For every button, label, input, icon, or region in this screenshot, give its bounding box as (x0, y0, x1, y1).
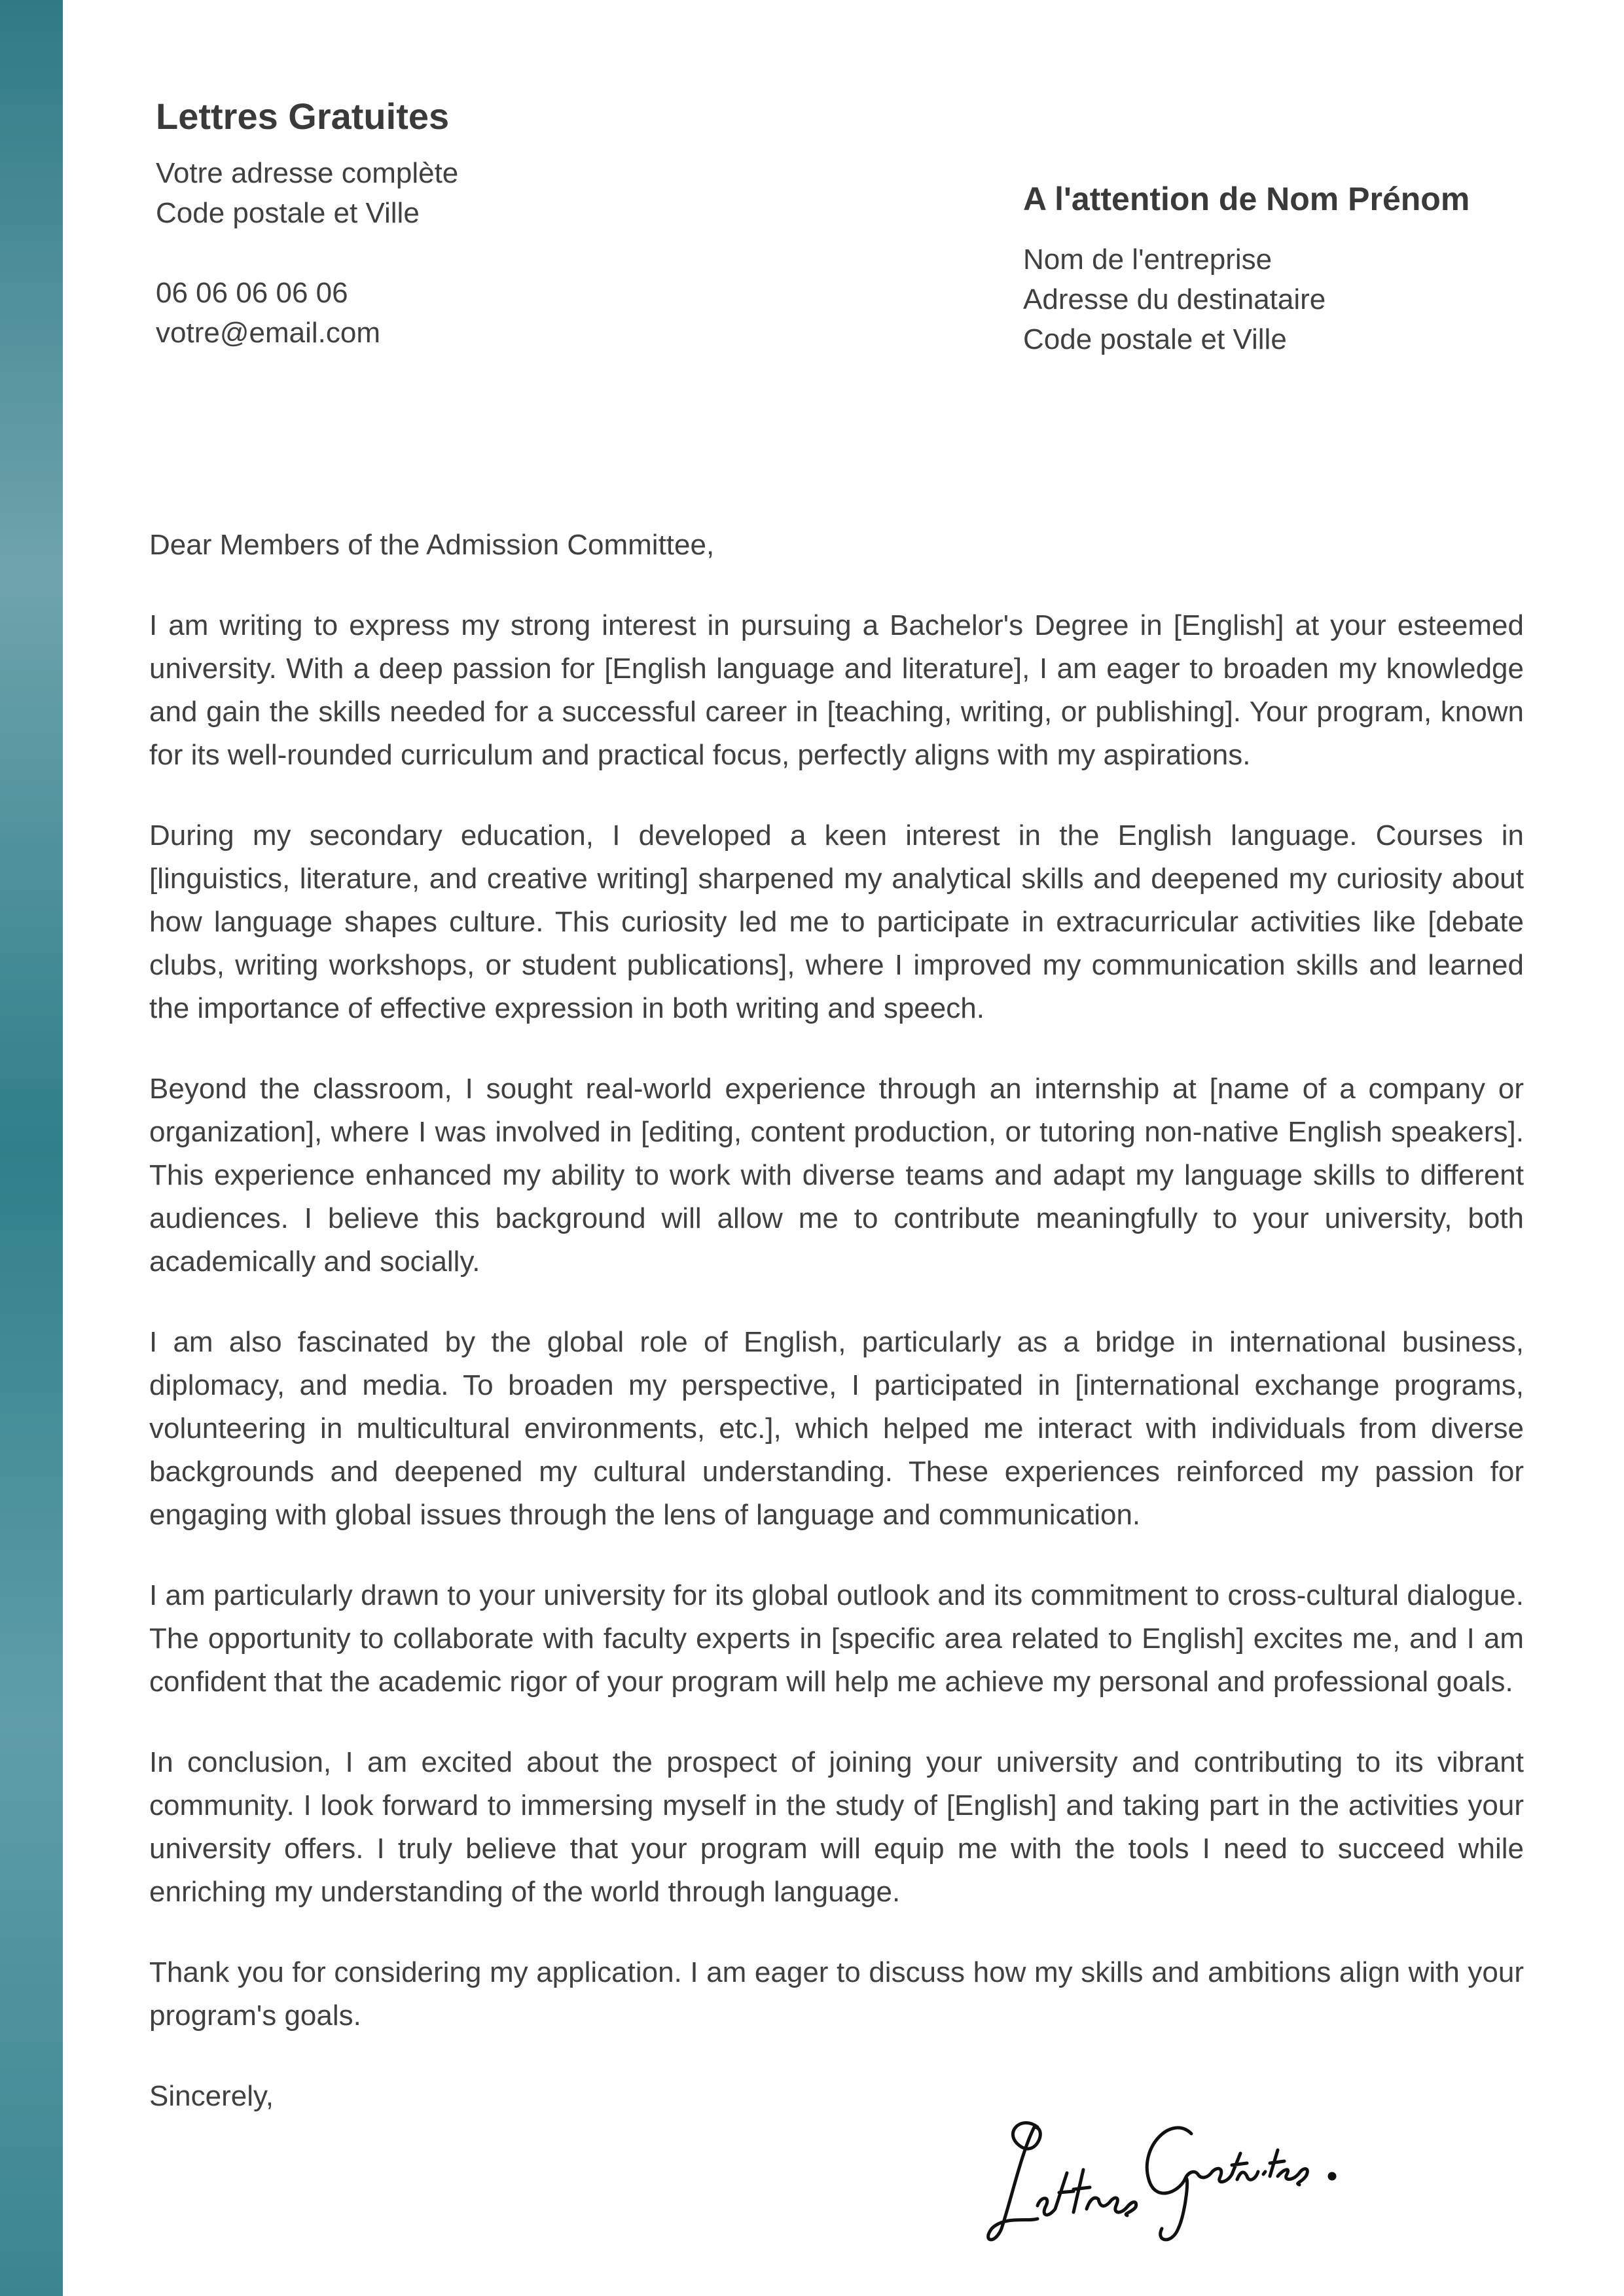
sender-address-line1: Votre adresse complète (156, 157, 459, 189)
recipient-address: Adresse du destinataire (1023, 283, 1326, 315)
recipient-city: Code postale et Ville (1023, 323, 1287, 355)
recipient-title: A l'attention de Nom Prénom (1023, 181, 1470, 217)
paragraph-3: Beyond the classroom, I sought real-world experience through an internship at [name of a company or organization], where I was involved in [editing, content production, or tutoring non-native English speakers]. This experience enhanced my ability to work with diverse teams and adapt my language skills to different audiences. I believe this background will allow me to contribute meaningfully to your university, both academically and socially. (149, 1073, 1524, 1278)
paragraph-7: Thank you for considering my application. I am eager to discuss how my skills and ambitions align with your program's goals. (149, 1956, 1524, 2032)
sender-address-line2: Code postale et Ville (156, 197, 420, 229)
sender-name: Lettres Gratuites (156, 96, 450, 137)
sender-email: votre@email.com (156, 317, 380, 349)
paragraph-1: I am writing to express my strong interest in pursuing a Bachelor's Degree in [English] at your esteemed university. With a deep passion for [English language and literature], I am eager to broaden my knowledge and gain the skills needed for a successful career in [teaching, writing, or publishing]. Your program, known for its well-rounded curriculum and practical focus, perfectly aligns with my aspirations. (149, 609, 1524, 771)
handwritten-signature (975, 2088, 1368, 2258)
paragraph-4: I am also fascinated by the global role of English, particularly as a bridge in international business, diplomacy, and media. To broaden my perspective, I participated in [international exchange programs, volunteering in multicultural environments, etc.], which helped me interact with individuals from diverse backgrounds and deepened my cultural understanding. These experiences reinforced my passion for engaging with global issues through the lens of language and communication. (149, 1326, 1524, 1531)
salutation: Dear Members of the Admission Committee, (149, 529, 715, 561)
closing: Sincerely, (149, 2080, 274, 2112)
recipient-company: Nom de l'entreprise (1023, 243, 1272, 276)
sender-block (156, 92, 745, 353)
paragraph-2: During my secondary education, I developed a keen interest in the English language. Courses in [linguistics, literature, and creative writing] sharpened my analytical skills and deepened my curiosity about how language shapes culture. This curiosity led me to participate in extracurricular activities like [debate clubs, writing workshops, or student publications], where I improved my communication skills and learned the importance of effective expression in both writing and speech. (149, 819, 1524, 1024)
paragraph-5: I am particularly drawn to your university for its global outlook and its commitment to cross-cultural dialogue. The opportunity to collaborate with faculty experts in [specific area related to English] excites me, and I am confident that the academic rigor of your program will help me achieve my personal and professional goals. (149, 1579, 1524, 1698)
recipient-block (1023, 175, 1599, 359)
paragraph-6: In conclusion, I am excited about the prospect of joining your university and contributing to its vibrant community. I look forward to immersing myself in the study of [English] and taking part in the activities your university offers. I truly believe that your program will equip me with the tools I need to succeed while enriching my understanding of the world through language. (149, 1746, 1524, 1908)
sender-phone: 06 06 06 06 06 (156, 277, 348, 309)
letter-body (149, 524, 1524, 2118)
side-color-band (0, 0, 63, 2296)
